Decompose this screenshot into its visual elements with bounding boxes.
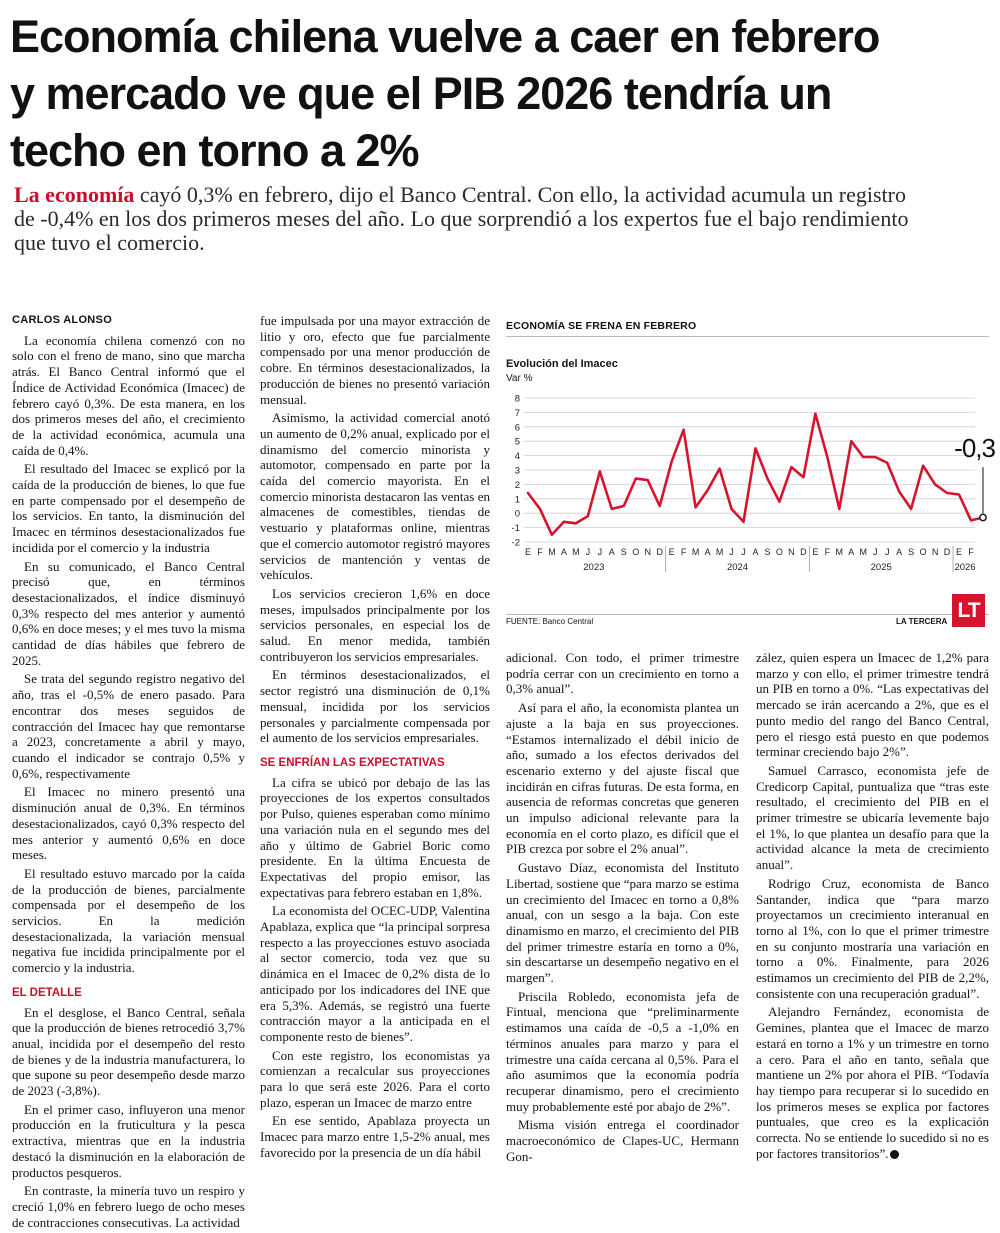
y-tick-label: 8: [514, 393, 520, 405]
x-tick-label: M: [548, 547, 556, 557]
paragraph: La cifra se ubicó por debajo de las las proyecciones de los expertos consultados por Pulso, quienes esperaban como mínimo una variación nula en el segundo mes del año y último de Gabriel Boric como presidente. En la última Encuesta de Expectativas del propio emisor, las expectativas para febrero estaban en 1,8%.: [260, 774, 490, 900]
chart-subtitle: Evolución del Imacec: [506, 358, 618, 370]
lead-line: [14, 183, 989, 207]
end-of-article-icon: [890, 1150, 899, 1159]
x-tick-label: M: [859, 547, 867, 557]
chart-plot: [506, 386, 995, 586]
chart-source: FUENTE: Banco Central: [506, 617, 594, 626]
paragraph: En contraste, la minería tuvo un respiro y creció 1,0% en febrero luego de ocho meses de contracciones consecutivas. La actividad: [12, 1183, 245, 1230]
paragraph: Así para el año, la economista plantea un ajuste a la baja en sus proyecciones. “Estamos internalizado el débil inicio de año, sumado a los efectos derivados del escenario externo y del ajuste fiscal que incidirán en cifras futuras. De esta forma, en ausencia de reformas concretas que generen un impulso adicional relevante para la economía en el corto plazo, es difícil que el PIB crezca por sobre el 2% anual”.: [506, 700, 739, 857]
article-column-4: [756, 650, 989, 1165]
paragraph: [756, 1004, 989, 1161]
lead-line: que tuvo el comercio.: [14, 230, 205, 255]
year-label: 2023: [583, 562, 605, 573]
x-tick-label: O: [775, 547, 783, 557]
x-tick-label: M: [835, 547, 844, 557]
article-column-2: [260, 313, 490, 1164]
x-tick-label: D: [943, 547, 951, 557]
y-tick-label: 2: [514, 479, 520, 491]
x-tick-label: E: [812, 547, 819, 557]
x-tick-label: E: [956, 547, 963, 557]
x-tick-label: F: [824, 547, 831, 557]
paragraph: Gustavo Díaz, economista del Instituto Libertad, sostiene que “para marzo se estima un crecimiento del Imacec en torno a 0,8% anual, con un sesgo a la baja. Con este dinamismo en marzo, el crecimiento del PIB del primer trimestre estaría en torno a 0%, sin descartarse un desempeño negativo en el margen”.: [506, 860, 739, 986]
x-tick-label: E: [524, 547, 532, 557]
x-tick-label: N: [644, 547, 651, 557]
chart-bottom-rule: [506, 614, 989, 615]
chart-y-unit: Var %: [506, 373, 533, 384]
y-tick-label: -1: [511, 523, 520, 535]
paragraph: Samuel Carrasco, economista jefe de Credicorp Capital, puntualiza que “tras este resultado, el crecimiento del PIB en el primer trimestre se ubicaría levemente bajo el 1%, lo que plantea un desafío para que la actividad alcance la meta de crecimiento anual”.: [756, 762, 989, 873]
paragraph: zález, quien espera un Imacec de 1,2% para marzo y con ello, el primer trimestre tendrá un PIB en torno a 0%. “Las expectativas del mercado se irán acercando a 2%, que es el punto medio del rango del Banco Central, pero el riesgo está puesto en que podemos terminar creciendo bajo 2%”.: [756, 650, 989, 760]
paragraph: Asimismo, la actividad comercial anotó un aumento de 0,2% anual, explicado por el dinamismo del comercio minorista y automotor, compensado en parte por la caída del comercio mayorista. En el comercio minorista destacaron las ventas en almacenes de comestibles, tiendas de vestuario y plataformas online, mientras que el comercio automotor registró mayores servicios de mantención y ventas de vehículos.: [260, 410, 490, 583]
last-value-marker: [980, 514, 986, 520]
paragraph: adicional. Con todo, el primer trimestre podría cerrar con un crecimiento en torno a 0,3% anual”.: [506, 650, 739, 697]
paragraph: En ese sentido, Apablaza proyecta un Imacec para marzo entre 1,5-2% anual, mes favorecido por la presencia de un día hábil: [260, 1113, 490, 1160]
x-tick-label: J: [729, 547, 734, 557]
x-tick-label: N: [788, 547, 795, 557]
headline-line: techo en torno a 2%: [10, 125, 419, 176]
x-tick-label: M: [572, 547, 580, 557]
x-tick-label: E: [668, 547, 675, 557]
year-label: 2025: [870, 562, 892, 573]
paragraph: Rodrigo Cruz, economista de Banco Santander, indica que “para marzo proyectamos un crecimiento interanual en torno al 1%, con lo que el primer trimestre en su conjunto mostraría una variación en torno a 0%. Finalmente, para 2026 estimamos un crecimiento del PIB de 2,2%, consistente con una recuperación gradual”.: [756, 875, 989, 1001]
y-tick-label: -2: [511, 537, 520, 549]
paragraph: La economía chilena comenzó con no solo con el freno de mano, sino que marcha atrás. El Banco Central informó que el Índice de Actividad Económica (Imacec) de febrero cayó 0,3%. De esta manera, en los dos primeros meses del año, el crecimiento de la actividad económica, acumula una caída de 0,4%.: [12, 332, 245, 458]
paragraph: En el desglose, el Banco Central, señala que la producción de bienes retrocedió 3,7% anual, incidida por el desempeño del resto de bienes y de la industria manufacturera, lo que supone su peor desempeño desde marzo de 2023 (-3,8%).: [12, 1004, 245, 1099]
year-label: 2026: [954, 562, 976, 573]
chart-top-rule: [506, 336, 989, 337]
lead-text: cayó 0,3% en febrero, dijo el Banco Central. Con ello, la actividad acumula un registro: [134, 182, 906, 207]
headline: [10, 8, 990, 179]
x-tick-label: F: [968, 547, 974, 557]
paragraph: En términos desestacionalizados, el sector registró una disminución de 0,1% mensual, incidida por los servicios personales y parcialmente compensada por el aumento de los servicios empresariales.: [260, 667, 490, 746]
paragraph: Misma visión entrega el coordinador macroeconómico de Clapes-UC, Hermann Gon-: [506, 1117, 739, 1164]
publisher-name: LA TERCERA: [896, 617, 948, 626]
lead-kicker: La economía: [14, 182, 135, 207]
lead-paragraph: [14, 183, 989, 255]
x-tick-label: D: [656, 547, 663, 557]
y-tick-label: 7: [514, 407, 520, 419]
x-tick-label: J: [597, 547, 603, 557]
y-tick-label: 6: [514, 422, 520, 434]
y-tick-label: 4: [514, 451, 520, 463]
paragraph: La economista del OCEC-UDP, Valentina Apablaza, explica que “la principal sorpresa respecto a las proyecciones estuvo asociada al sector comercio, toda vez que su dinámica en el Imacec de 0,2% dista de lo anticipado por los indicadores del INE que era 5,3%. Además, se registró una fuerte contracción mayor a la anticipada en el componente resto de bienes”.: [260, 903, 490, 1044]
x-tick-label: M: [715, 547, 724, 557]
x-tick-label: J: [585, 547, 591, 557]
x-tick-label: O: [632, 547, 640, 557]
headline-line: y mercado ve que el PIB 2026 tendría un: [10, 68, 832, 119]
x-tick-label: A: [560, 547, 567, 557]
paragraph: fue impulsada por una mayor extracción de litio y oro, efecto que fue parcialmente compensado por una menor producción de cobre. En términos desestacionalizados, la producción de bienes no presentó variación mensual.: [260, 313, 490, 407]
paragraph: Priscila Robledo, economista jefa de Fintual, menciona que “preliminarmente estimamos una caída de -0,5 a -1,0% en términos anuales para marzo y para el trimestre una caída cercana al 0,5%. Para el año asumimos que la economía podría recuperar dinamismo, pero el crecimiento muy probablemente esté por abajo de 2%”.: [506, 988, 739, 1114]
imacec-chart: [506, 318, 995, 626]
x-tick-label: J: [741, 547, 746, 557]
article-column-3: [506, 650, 739, 1168]
y-tick-label: 0: [514, 508, 520, 520]
x-tick-label: J: [872, 547, 878, 557]
imacec-series-line: [528, 414, 983, 535]
paragraph: Con este registro, los economistas ya comienzan a recalcular sus proyecciones para lo que será este 2026. Para el corto plazo, esperan un Imacec de marzo entre: [260, 1047, 490, 1110]
year-label: 2024: [726, 562, 749, 573]
x-tick-label: F: [680, 547, 687, 557]
article-column-1: [12, 313, 245, 1233]
section-heading: SE ENFRÍAN LAS EXPECTATIVAS: [260, 756, 445, 769]
x-tick-label: J: [884, 547, 890, 557]
x-tick-label: A: [752, 547, 759, 557]
x-tick-label: A: [608, 547, 615, 557]
x-tick-label: S: [620, 547, 627, 557]
x-tick-label: S: [908, 547, 915, 557]
x-tick-label: O: [919, 547, 927, 557]
x-tick-label: A: [896, 547, 903, 557]
paragraph: En su comunicado, el Banco Central precisó que, en términos desestacionalizados, el índice disminuyó 0,3% respecto del mes anterior y aumentó 0,6% en doce meses; y el mes tuvo la misma cantidad de días hábiles que febrero de 2025.: [12, 558, 245, 668]
y-tick-label: 3: [514, 465, 520, 477]
lead-line: de -0,4% en los dos primeros meses del año. Lo que sorprendió a los expertos fue el bajo rendimiento: [14, 206, 909, 231]
x-tick-label: S: [764, 547, 771, 557]
x-tick-label: D: [800, 547, 807, 557]
x-tick-label: A: [848, 547, 855, 557]
last-value-annotation: -0,3: [954, 433, 995, 464]
paragraph: El resultado estuvo marcado por la caída de la producción de bienes, parcialmente compensada por el desempeño de los servicios. En la medición desestacionalizada, la variación mensual negativa fue incidida principalmente por el comercio y la industria.: [12, 865, 245, 976]
publisher-logo: LT: [952, 594, 985, 627]
x-tick-label: A: [704, 547, 711, 557]
paragraph: Se trata del segundo registro negativo del año, tras el -0,5% de enero pasado. Para encontrar dos meses seguidos de contracción del Imacec hay que remontarse a 2023, concretamente a abril y mayo, cuando el indicador se contrajo 0,5% y 0,6%, respectivamente: [12, 671, 245, 781]
paragraph: El Imacec no minero presentó una disminución anual de 0,3%. En términos desestacionalizados, cayó 0,3% respecto del mes anterior y aumentó 0,6% en doce meses.: [12, 784, 245, 863]
section-heading: EL DETALLE: [12, 986, 82, 999]
chart-title: ECONOMÍA SE FRENA EN FEBRERO: [506, 320, 697, 332]
byline: CARLOS ALONSO: [12, 314, 113, 326]
paragraph-text: Alejandro Fernández, economista de Gemines, plantea que el Imacec de marzo estará en torno a 1% y un trimestre en torno a cero. Para el año en tanto, señala que mantiene un 2% por ahora el PIB. “Todavía hay tiempo para recuperar si lo sucedido en los primeros meses se explica por factores puntuales, que creo es la explicación correcta. No se entiende lo sucedido si no es por factores transitorios”.: [756, 1004, 989, 1161]
headline-line: Economía chilena vuelve a caer en febrero: [10, 11, 880, 62]
x-tick-label: M: [691, 547, 700, 557]
y-tick-label: 5: [514, 436, 520, 448]
paragraph: Los servicios crecieron 1,6% en doce meses, impulsados principalmente por los servicios personales, en especial los de salud. En menor medida, también contribuyeron los servicios empresariales.: [260, 585, 490, 664]
paragraph: El resultado del Imacec se explicó por la caída de la producción de bienes, lo que fue en parte compensado por el desempeño de los servicios. En tanto, la disminución del Imacec en términos desestacionalizados fue incidida por el comercio y la industria: [12, 461, 245, 555]
x-tick-label: N: [931, 547, 939, 557]
x-tick-label: F: [537, 547, 543, 557]
y-tick-label: 1: [514, 494, 520, 506]
paragraph: En el primer caso, influyeron una menor producción en la fruticultura y la pesca extractiva, mientras que en la industria destacó la disminución en la elaboración de productos pesqueros.: [12, 1101, 245, 1180]
